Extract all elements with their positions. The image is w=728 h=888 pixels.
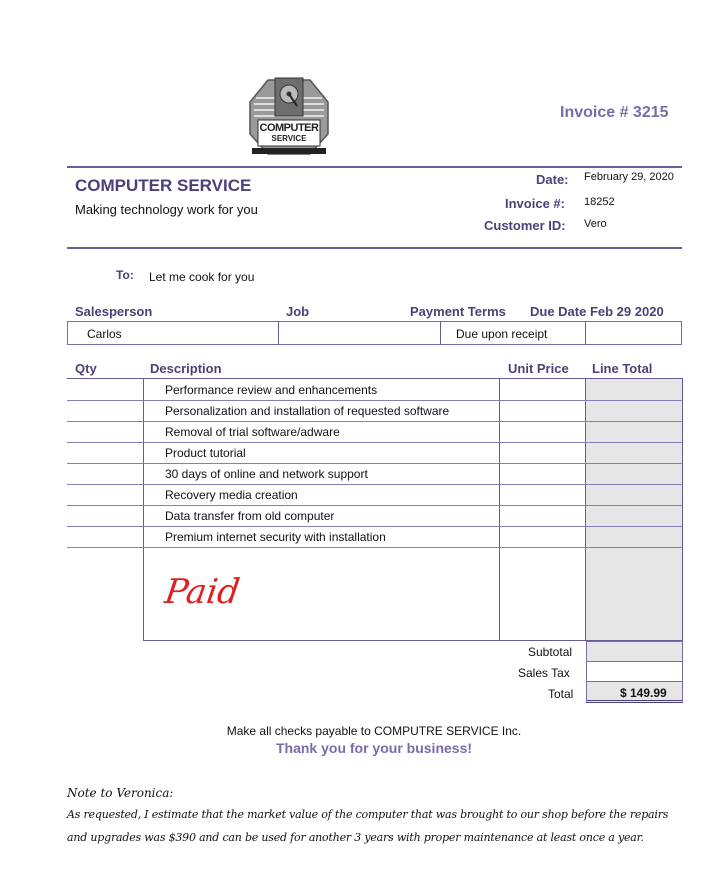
description-header: Description [150, 361, 222, 376]
item-description: Personalization and installation of requested software [165, 404, 450, 418]
logo-text-top: COMPUTER [259, 122, 319, 134]
total-left-border [585, 378, 586, 640]
logo-text-bottom: SERVICE [271, 134, 307, 143]
due-date-header: Due Date Feb 29 2020 [530, 304, 664, 319]
item-row-divider [67, 526, 682, 527]
item-row-divider [67, 442, 682, 443]
total-label: Total [548, 687, 574, 701]
job-divider-2 [440, 321, 441, 345]
item-row-divider [67, 421, 682, 422]
total-value: $ 149.99 [620, 686, 667, 700]
item-row-divider [67, 400, 682, 401]
subtotal-label: Subtotal [528, 645, 573, 659]
item-description: Data transfer from old computer [165, 509, 335, 523]
qty-header: Qty [75, 361, 97, 376]
note-title: Note to Veronica: [67, 786, 174, 800]
logo-graphic [248, 76, 330, 156]
payment-terms-header: Payment Terms [410, 304, 506, 319]
item-description: Removal of trial software/adware [165, 425, 340, 439]
payment-terms-value: Due upon receipt [456, 327, 548, 341]
thank-you-text: Thank you for your business! [275, 740, 473, 756]
checks-payable-text: Make all checks payable to COMPUTRE SERVICE Inc. [226, 724, 522, 738]
note-line-1: As requested, I estimate that the market value of the computer that was brought to our shop before the repairs [67, 808, 669, 821]
job-divider-1 [278, 321, 279, 345]
date-label: Date: [536, 172, 569, 187]
item-description: Performance review and enhancements [165, 383, 378, 397]
top-rule [67, 166, 682, 168]
job-header: Job [286, 304, 310, 319]
invoice-number-label: Invoice #: [505, 196, 565, 211]
invoice-title: Invoice # 3215 [560, 104, 669, 121]
paid-stamp: Paid [162, 572, 243, 612]
company-logo [248, 76, 330, 156]
item-description: Product tutorial [165, 446, 246, 460]
to-label: To: [116, 268, 134, 282]
note-line-2: and upgrades was $390 and can be used for another 3 years with proper maintenance at least once a year. [67, 831, 644, 844]
items-top-rule [67, 378, 682, 379]
company-name: COMPUTER SERVICE [75, 176, 252, 195]
job-divider-3 [585, 321, 586, 345]
customer-id-label: Customer ID: [484, 218, 566, 233]
sales-tax-label: Sales Tax [518, 666, 570, 680]
item-row-divider [67, 484, 682, 485]
customer-id-value: Vero [584, 218, 607, 230]
salesperson-value: Carlos [87, 327, 122, 341]
desc-left-border [143, 378, 144, 640]
subtotal-value [586, 641, 683, 662]
item-description: 30 days of online and network support [165, 467, 368, 481]
salesperson-header: Salesperson [75, 304, 153, 319]
item-row-divider [67, 463, 682, 464]
unit-left-border [499, 378, 500, 640]
item-row-divider [67, 505, 682, 506]
sales-tax-value [586, 661, 683, 682]
job-table [67, 321, 682, 345]
table-right-border [682, 378, 683, 640]
unit-price-header: Unit Price [508, 361, 569, 376]
company-tagline: Making technology work for you [75, 202, 258, 217]
line-total-column [586, 378, 682, 640]
item-description: Recovery media creation [165, 488, 298, 502]
item-description: Premium internet security with installation [165, 530, 386, 544]
to-value: Let me cook for you [149, 270, 255, 284]
line-total-header: Line Total [592, 361, 653, 376]
header-rule [67, 247, 682, 249]
item-row-divider [67, 547, 682, 548]
date-value: February 29, 2020 [584, 171, 674, 183]
invoice-number-value: 18252 [584, 196, 615, 208]
